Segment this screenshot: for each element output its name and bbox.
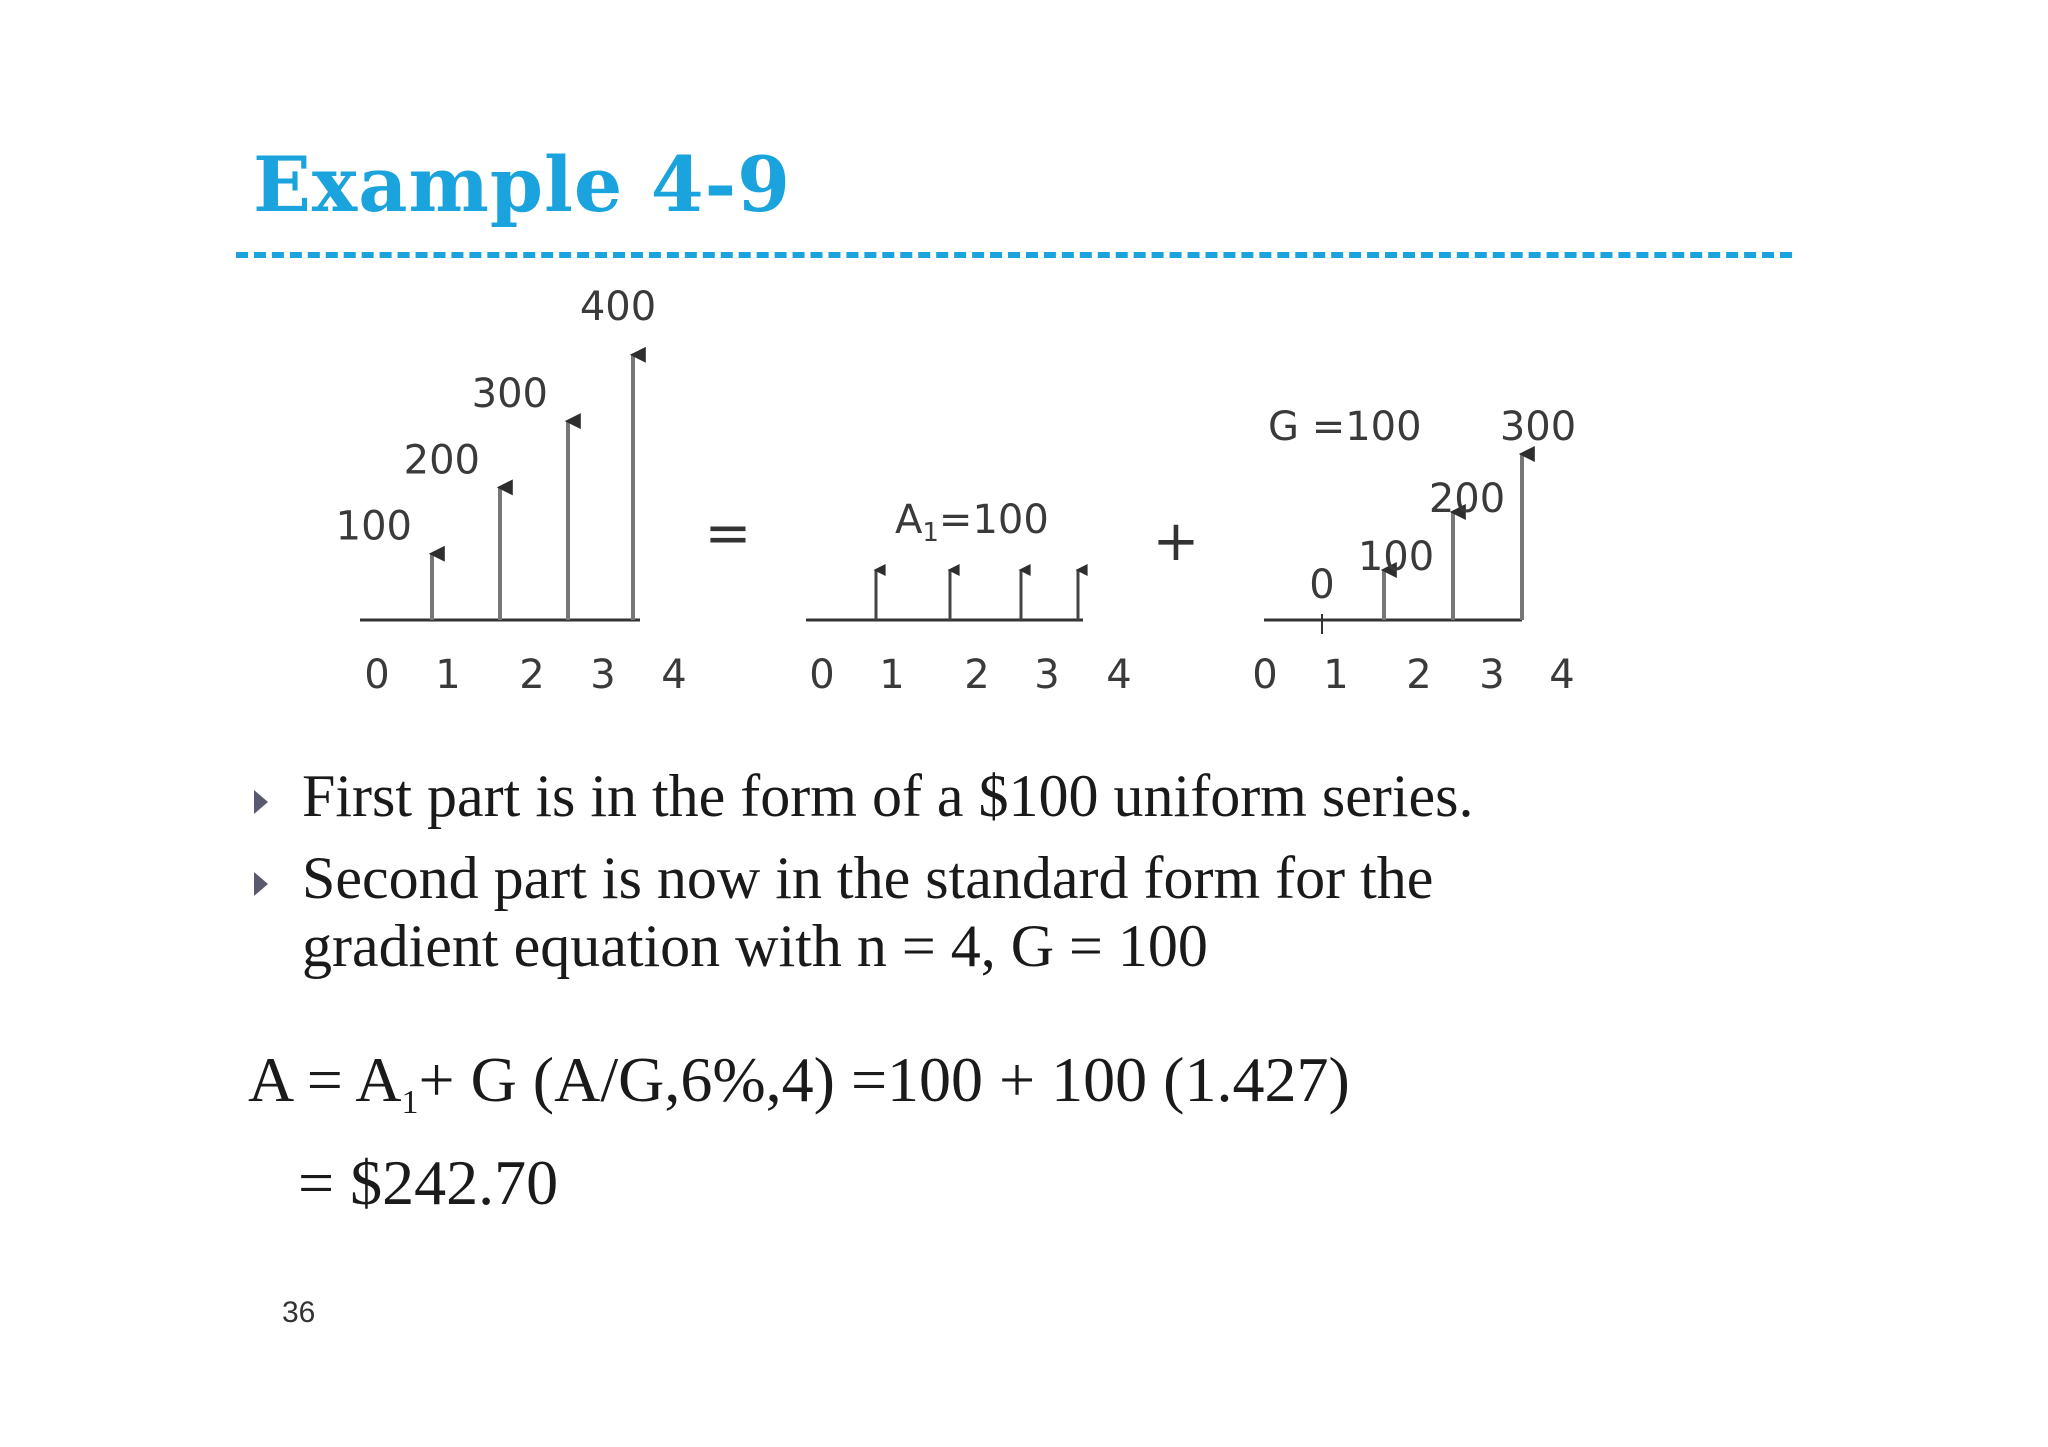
cash-flow-label: 300 [471, 371, 548, 418]
bullet-text-continued: gradient equation with n = 4, G = 100 [302, 913, 1208, 979]
bullet-arrow-icon [254, 790, 268, 814]
cash-flow-label: 0 [1309, 562, 1335, 608]
formula-rhs: + G (A/G,6%,4) =100 + 100 (1.427) [418, 1044, 1350, 1115]
diagram-uniform-series [806, 497, 1132, 698]
period-tick-label: 0 [1252, 652, 1278, 698]
cash-flow-label: 400 [579, 283, 657, 330]
diagram-standard-gradient [1252, 404, 1576, 698]
period-tick-label: 3 [1479, 652, 1505, 698]
period-tick-label: 4 [1549, 652, 1575, 698]
bullet-text: First part is in the form of a $100 uniform series. [302, 763, 1474, 829]
formula-lhs: A = A [248, 1044, 402, 1115]
page-number: 36 [282, 1296, 316, 1329]
bullet-arrow-icon [254, 872, 268, 896]
formula-block [248, 1040, 1350, 1223]
formula-line-1 [248, 1040, 1350, 1143]
period-tick-label: 3 [590, 652, 616, 698]
period-tick-label: 2 [1406, 652, 1432, 698]
slide-title: Example 4-9 [253, 140, 792, 229]
equals-sign: = [704, 501, 752, 566]
bullet-list [250, 762, 1750, 994]
cash-flow-label: 100 [335, 503, 412, 550]
cash-flow-label: 200 [403, 437, 480, 484]
period-tick-label: 4 [1106, 652, 1132, 698]
plus-sign: + [1152, 509, 1200, 574]
period-tick-label: 1 [435, 652, 461, 698]
cash-flow-label: 300 [1499, 404, 1577, 450]
period-tick-label: 1 [1323, 652, 1349, 698]
cash-flow-label: 100 [1357, 534, 1435, 580]
cash-flow-label: 200 [1428, 476, 1506, 522]
period-tick-label: 2 [964, 652, 990, 698]
gradient-label: G =100 [1268, 404, 1422, 450]
bullet-text: Second part is now in the standard form for the [302, 845, 1434, 911]
formula-subscript: 1 [401, 1084, 419, 1121]
bullet-item [250, 762, 1750, 830]
formula-line-2: = $242.70 [298, 1147, 559, 1218]
period-tick-label: 2 [519, 652, 545, 698]
uniform-amount-label: $A_1=100$ [895, 497, 1049, 548]
bullet-item [250, 844, 1750, 980]
period-tick-label: 4 [661, 652, 687, 698]
period-tick-label: 0 [364, 652, 390, 698]
period-tick-label: 0 [809, 652, 835, 698]
period-tick-label: 1 [879, 652, 905, 698]
period-tick-label: 3 [1034, 652, 1060, 698]
diagram-arithmetic-gradient [336, 284, 687, 698]
